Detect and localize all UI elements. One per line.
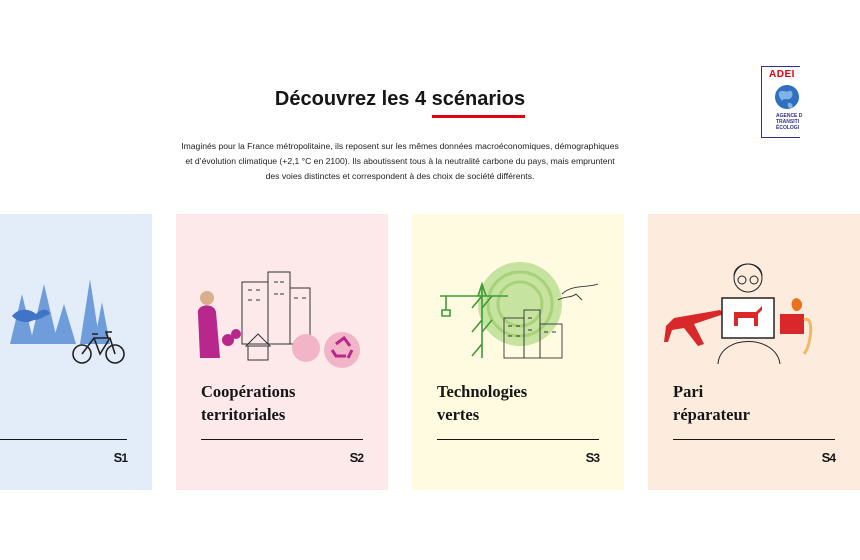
card-title: Technologies vertes [437, 382, 528, 424]
card-divider [201, 439, 363, 440]
card-title: Pari réparateur [673, 382, 750, 424]
logo-agency-text: AGENCE D TRANSITI ÉCOLOGI [776, 113, 803, 131]
card-divider [0, 439, 127, 440]
scenario-code: S3 [585, 450, 599, 465]
scenario-code: S4 [821, 450, 835, 465]
title-highlight: scénarios [431, 88, 526, 110]
scenario-card-s4[interactable] [648, 214, 860, 490]
nature-bike-bird-illustration [0, 254, 152, 374]
page-title: Découvrez les 4 scénarios [274, 88, 526, 110]
section-header [0, 88, 800, 111]
crane-city-hand-illustration [412, 254, 624, 374]
plane-cow-person-illustration [648, 254, 860, 374]
logo-brand-text: ADEI [769, 69, 795, 80]
scenario-code: S2 [349, 450, 363, 465]
card-title: Coopérations territoriales [201, 382, 296, 424]
intro-paragraph: Imaginés pour la France métropolitaine, ils reposent sur les mêmes données macroéconomiques, démographiques et d’évolution climatique (+2,1 °C en 2100). Ils aboutissent tous à la neutralité carbone du pays, mais empruntent des voies distinctes et correspondent à des choix de société différents. [181, 141, 619, 181]
card-divider [673, 439, 835, 440]
scenario-card-s1[interactable] [0, 214, 152, 490]
card-divider [437, 439, 599, 440]
scenario-card-s2[interactable] [176, 214, 388, 490]
scenario-code: S1 [113, 450, 127, 465]
scenario-card-s3[interactable] [412, 214, 624, 490]
worker-buildings-recycle-illustration [176, 254, 388, 374]
